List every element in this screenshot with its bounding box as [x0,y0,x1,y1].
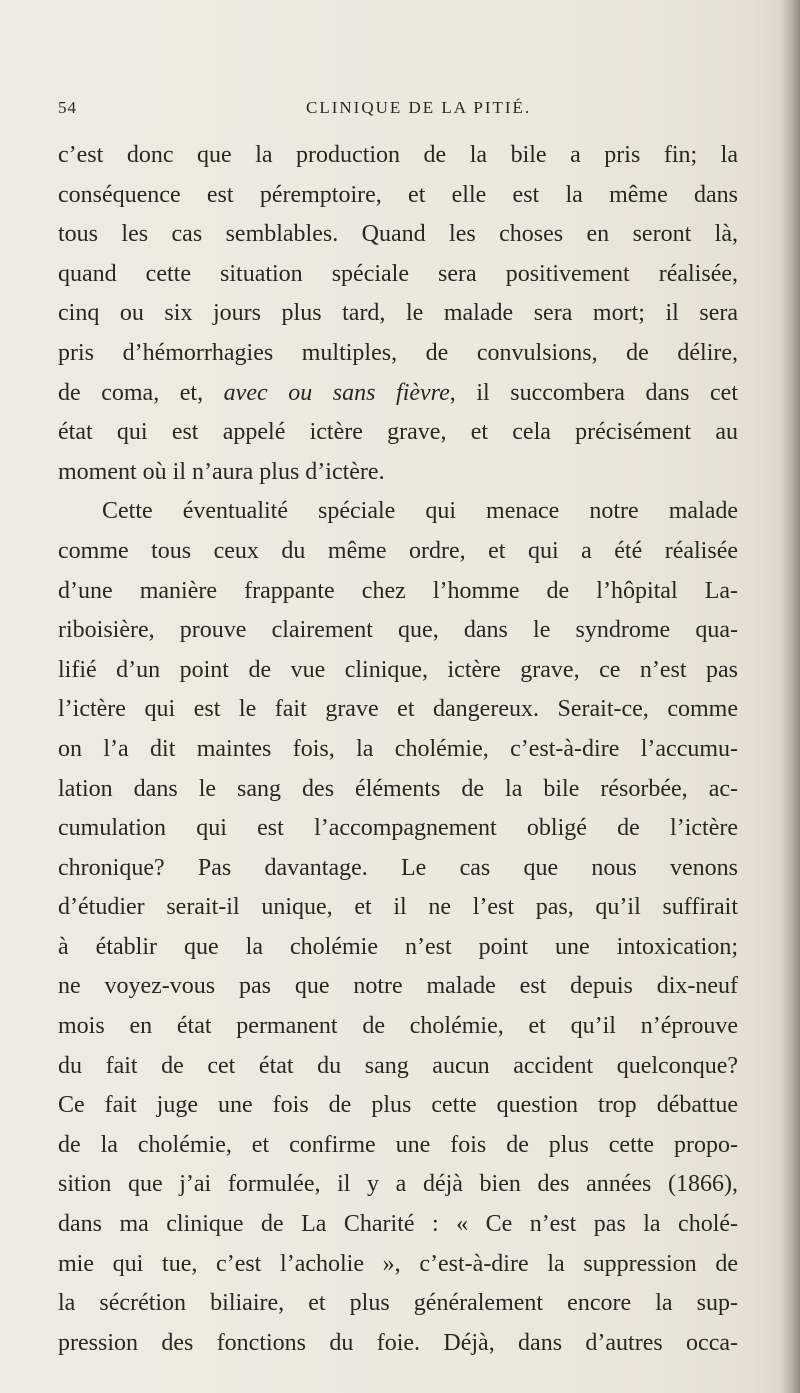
text-line: mois en état permanent de cholémie, et qu’il n’éprouve [58,1013,738,1040]
text-line: lifié d’un point de vue clinique, ictère grave, ce n’est pas [58,656,738,683]
text-line: état qui est appelé ictère grave, et cela précisément au [58,419,738,446]
text-line: on l’a dit maintes fois, la cholémie, c’est-à-dire l’accumu- [58,735,738,762]
text-line: quand cette situation spéciale sera positivement réalisée, [58,260,738,287]
text-line: pression des fonctions du foie. Déjà, dans d’autres occa- [58,1329,738,1356]
text-line [58,374,738,414]
paragraph-end-line: moment où il n’aura plus d’ictère. [58,458,385,485]
text-line: pris d’hémorrhagies multiples, de convulsions, de délire, [58,339,738,366]
text-line: de la cholémie, et confirme une fois de plus cette propo- [58,1131,738,1158]
paragraph-start-line: Cette éventualité spéciale qui menace notre malade [102,498,738,525]
text-line: d’étudier serait-il unique, et il ne l’est pas, qu’il suffirait [58,894,738,921]
text-line: conséquence est péremptoire, et elle est la même dans [58,181,738,208]
text-line: cumulation qui est l’accompagnement obligé de l’ictère [58,815,738,842]
text-line: riboisière, prouve clairement que, dans le syndrome qua- [58,617,738,644]
text-line: comme tous ceux du même ordre, et qui a été réalisée [58,537,738,564]
body-text [58,136,738,1363]
text-line: Ce fait juge une fois de plus cette question trop débattue [58,1092,738,1119]
text-line: sition que j’ai formulée, il y a déjà bien des années (1866), [58,1171,738,1198]
page-edge-shadow [780,0,800,1393]
text-line: lation dans le sang des éléments de la bile résorbée, ac- [58,775,738,802]
running-title: CLINIQUE DE LA PITIÉ. [306,98,532,117]
text-line: la sécrétion biliaire, et plus généralement encore la sup- [58,1290,738,1317]
text-line: du fait de cet état du sang aucun accident quelconque? [58,1052,738,1079]
text-line: c’est donc que la production de la bile a pris fin; la [58,142,738,168]
text-line: d’une manière frappante chez l’homme de l’hôpital La- [58,577,738,604]
text-segment: de coma, et, [58,379,224,406]
text-line: l’ictère qui est le fait grave et dangereux. Serait-ce, comme [58,696,738,723]
text-segment: , il succombera dans cet [449,379,738,406]
italic-phrase: avec ou sans fièvre [223,379,450,406]
running-head [58,98,738,122]
text-line: cinq ou six jours plus tard, le malade sera mort; il sera [58,300,738,327]
text-line: mie qui tue, c’est l’acholie », c’est-à-dire la suppression de [58,1250,738,1277]
page-number: 54 [58,98,77,117]
text-line: chronique? Pas davantage. Le cas que nous venons [58,854,738,881]
text-line: dans ma clinique de La Charité : « Ce n’est pas la cholé- [58,1211,738,1238]
text-line: à établir que la cholémie n’est point une intoxication; [58,933,738,960]
text-line: ne voyez-vous pas que notre malade est depuis dix-neuf [58,973,738,1000]
text-line: tous les cas semblables. Quand les choses en seront là, [58,221,738,248]
